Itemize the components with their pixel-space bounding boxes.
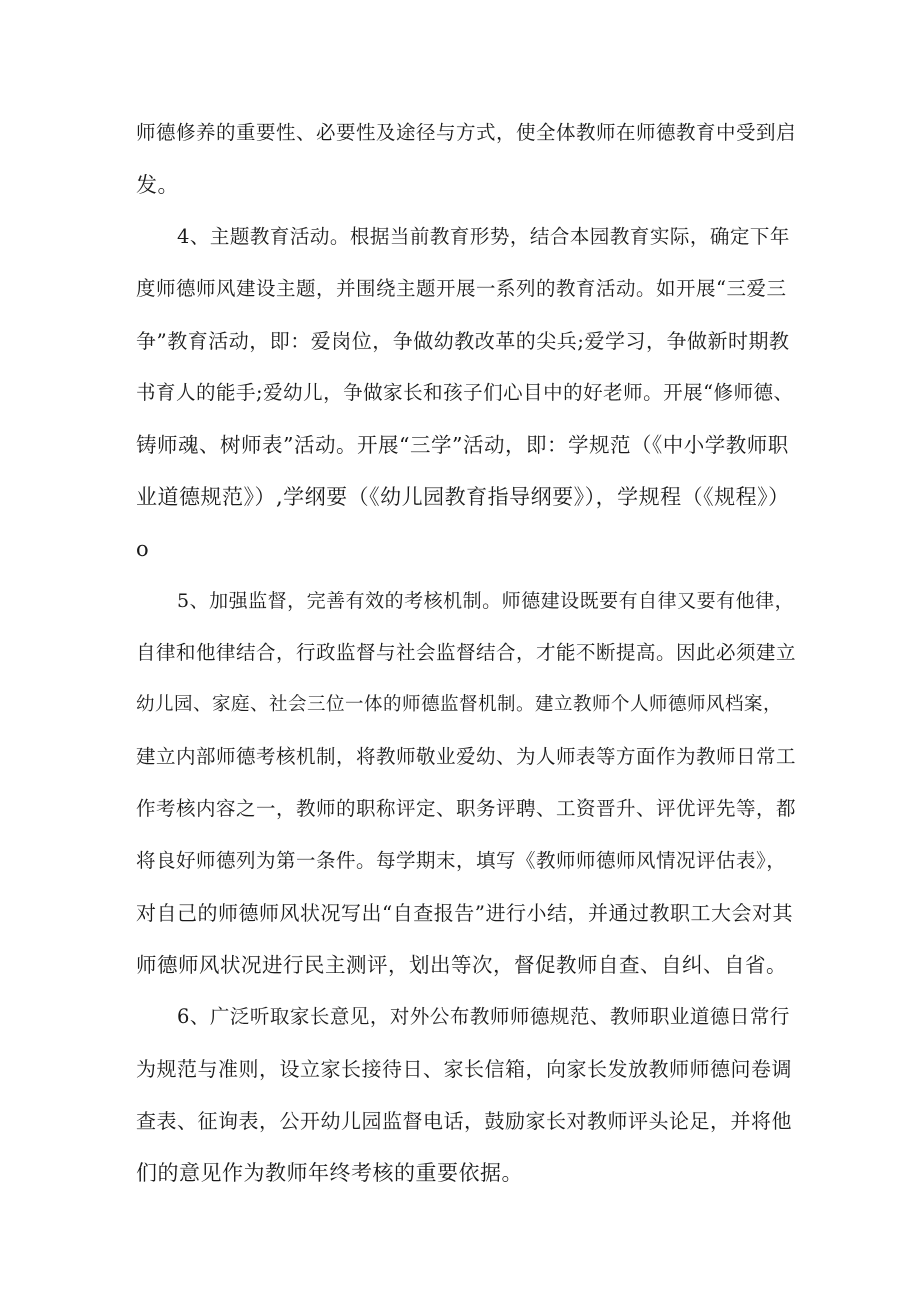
text-line: o <box>136 537 150 561</box>
text-line: 师德修养的重要性、必要性及途径与方式，使全体教师在师德教育中受到启 <box>136 121 797 144</box>
text-line: 为规范与准则，设立家长接待日、家长信箱，向家长发放教师师德问卷调 <box>136 1057 792 1081</box>
text-line: 发。 <box>136 173 179 197</box>
text-line: 作考核内容之一，教师的职称评定、职务评聘、工资晋升、评优评先等，都 <box>136 797 797 820</box>
text-line: 5、加强监督，完善有效的考核机制。师德建设既要有自律又要有他律， <box>177 590 795 612</box>
text-line: 自律和他律结合，行政监督与社会监督结合，才能不断提高。因此必须建立 <box>136 641 797 664</box>
text-line: 师德师风状况进行民主测评，划出等次，督促教师自查、自纠、自省。 <box>136 953 787 977</box>
text-line: 6、广泛听取家长意见，对外公布教师师德规范、教师职业道德日常行 <box>177 1005 790 1028</box>
text-line: 书育人的能手;爱幼儿，争做家长和孩子们心目中的好老师。开展“修师德、 <box>136 381 794 404</box>
text-line: 将良好师德列为第一条件。每学期末，填写《教师师德师风情况评估表》， <box>136 849 787 872</box>
text-line: 对自己的师德师风状况写出“自查报告”进行小结，并通过教职工大会对其 <box>136 901 793 925</box>
text-line: 们的意见作为教师年终考核的重要依据。 <box>136 1161 523 1185</box>
text-line: 争”教育活动，即：爱岗位，争做幼教改革的尖兵;爱学习，争做新时期教 <box>136 329 790 353</box>
text-line: 建立内部师德考核机制，将教师敬业爱幼、为人师表等方面作为教师日常工 <box>136 745 797 768</box>
text-line: 业道德规范》）,学纲要（《幼儿园教育指导纲要》），学规程（《规程》） <box>136 485 790 509</box>
text-line: 4、主题教育活动。根据当前教育形势，结合本园教育实际，确定下年 <box>177 225 790 248</box>
text-line: 查表、征询表，公开幼儿园监督电话，鼓励家长对教师评头论足，并将他 <box>136 1109 792 1133</box>
text-line: 度师德师风建设主题，并围绕主题开展一系列的教育活动。如开展“三爱三 <box>136 277 787 300</box>
text-line: 幼儿园、家庭、社会三位一体的师德监督机制。建立教师个人师德师风档案， <box>136 694 783 715</box>
text-line: 铸师魂、树师表”活动。开展“三学”活动，即：学规范（《中小学教师职 <box>136 433 789 457</box>
